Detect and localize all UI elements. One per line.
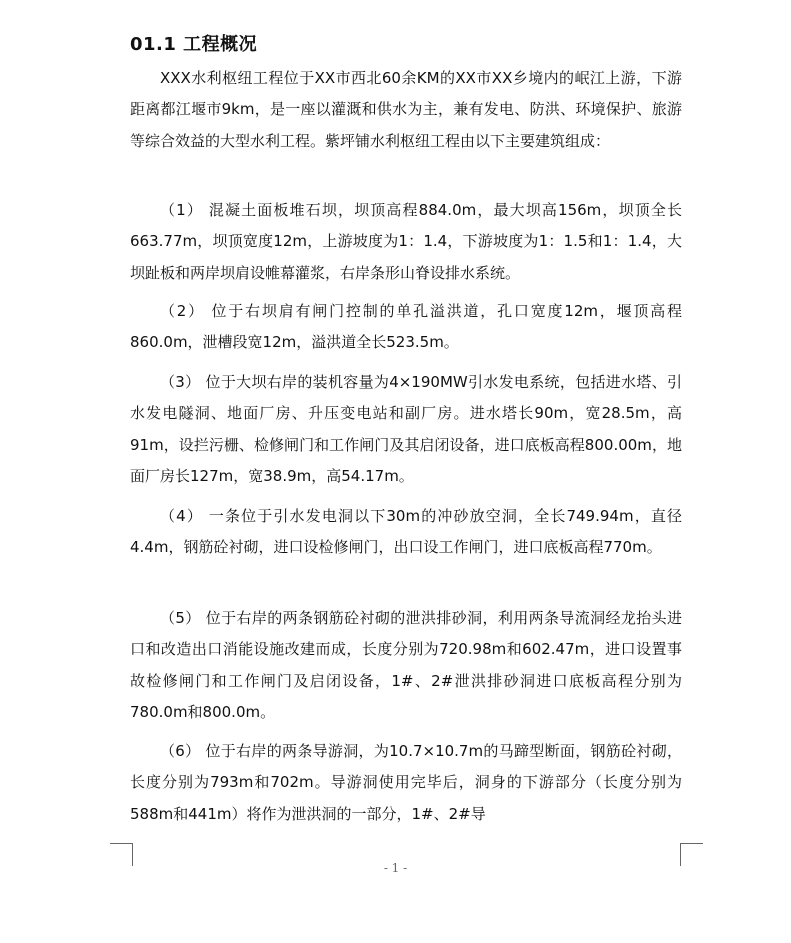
paragraph-item-6: （6） 位于右岸的两条导游洞，为10.7×10.7m的马蹄型断面，钢筋砼衬砌，长度分别为793m和702m。导游洞使用完毕后，洞身的下游部分（长度分别为588m和441m）将作为泄洪洞的一部分，1#、2#导 <box>130 742 682 823</box>
paragraph-overview: XXX水利枢纽工程位于XX市西北60余KM的XX市XX乡境内的岷江上游，下游距离都江堰市9km，是一座以灌溉和供水为主，兼有发电、防洪、环境保护、旅游等综合效益的大型水利工程。紫坪铺水利枢纽工程由以下主要建筑组成： <box>130 69 682 150</box>
paragraph-item-1: （1） 混凝土面板堆石坝，坝顶高程884.0m，最大坝高156m，坝顶全长663.77m，坝顶宽度12m，上游坡度为1：1.4，下游坡度为1：1.5和1：1.4，大坝趾板和两岸坝肩设帷幕灌浆，右岸条形山脊设排水系统。 <box>130 201 682 282</box>
paragraph-item-3: （3） 位于大坝右岸的装机容量为4×190MW引水发电系统，包括进水塔、引水发电隧洞、地面厂房、升压变电站和副厂房。进水塔长90m，宽28.5m，高91m，设拦污栅、检修闸门和工作闸门及其启闭设备，进口底板高程800.00m，地面厂房长127m，宽38.9m，高54.17m。 <box>130 373 682 485</box>
paragraph-item-4: （4） 一条位于引水发电洞以下30m的冲砂放空洞，全长749.94m，直径4.4m，钢筋砼衬砌，进口设检修闸门，出口设工作闸门，进口底板高程770m。 <box>130 507 682 557</box>
section-heading: 01.1 工程概况 <box>130 34 258 55</box>
page-number: - 1 - <box>383 861 408 875</box>
paragraph-item-2: （2） 位于右坝肩有闸门控制的单孔溢洪道，孔口宽度12m，堰顶高程860.0m，泄槽段宽12m，溢洪道全长523.5m。 <box>130 302 682 352</box>
paragraph-item-5: （5） 位于右岸的两条钢筋砼衬砌的泄洪排砂洞，利用两条导流洞经龙抬头进口和改造出口消能设施改建而成，长度分别为720.98m和602.47m，进口设置事故检修闸门和工作闸门及启闭设备，1#、2#泄洪排砂洞进口底板高程分别为780.0m和800.0m。 <box>130 609 682 721</box>
